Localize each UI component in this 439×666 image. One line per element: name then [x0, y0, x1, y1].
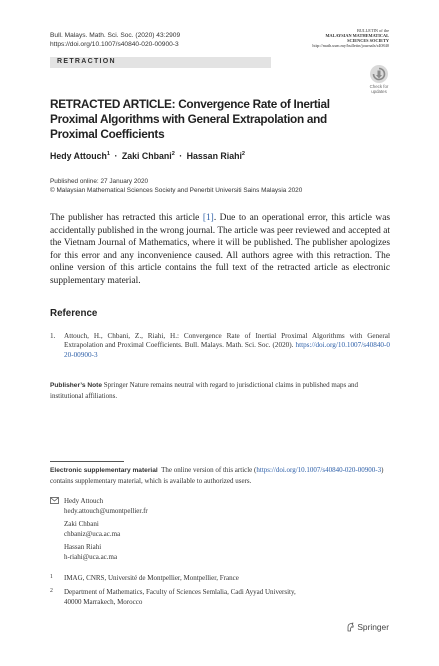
reference-heading: Reference — [50, 308, 98, 319]
affiliation-list — [50, 573, 350, 607]
corresponding-contacts — [50, 496, 350, 562]
author-name[interactable]: Zaki Chbani — [121, 151, 172, 161]
journal-citation-block — [50, 31, 180, 49]
author-separator: · — [114, 151, 118, 161]
publisher-note-text: Springer Nature remains neutral with regard to jurisdictional claims in published maps and institutional affiliations. — [50, 381, 359, 400]
copyright-notice: © Malaysian Mathematical Sciences Society and Penerbit Universiti Sains Malaysia 2020 — [50, 187, 303, 194]
society-url[interactable]: http://math.usm.my/bulletin/journals/s40840 — [312, 43, 389, 48]
published-online-date: Published online: 27 January 2020 — [50, 178, 149, 185]
author-separator: · — [179, 151, 183, 161]
contact-name: Zaki Chbani — [64, 520, 99, 528]
contact-email[interactable]: hedy.attouch@umontpellier.fr — [64, 507, 148, 515]
check-for-updates-button[interactable] — [366, 65, 392, 95]
author-name[interactable]: Hedy Attouch — [50, 151, 107, 161]
society-line-1: BULLETIN of the — [357, 28, 389, 33]
affiliation-text: Department of Mathematics, Faculty of Sciences Semlalia, Cadi Ayyad University, — [64, 588, 296, 596]
retraction-notice-text: The publisher has retracted this article [1]. Due to an operational error, this article was accidentally published in the wrong journal. The article was peer reviewed and accepted at the Vietnam Journal of Mathematics, where it will be published. The publisher apologizes for this error and any inconvenience caused. All authors agree with this retraction. The online version of this article contains the full text of the retracted article as electronic supplementary material. — [50, 213, 391, 286]
author-affiliation-mark: 2 — [171, 151, 175, 158]
society-line-3: SCIENCES SOCIETY — [347, 38, 389, 43]
contact-email[interactable]: chbaniz@uca.ac.ma — [64, 530, 121, 538]
publisher-note-label: Publisher’s Note — [50, 382, 103, 389]
society-logo — [269, 28, 389, 48]
supplementary-material-label: Electronic supplementary material — [50, 467, 158, 474]
society-line-2: MALAYSIAN MATHEMATICAL — [325, 33, 389, 38]
journal-citation: Bull. Malays. Math. Sci. Soc. (2020) 43:2909 — [50, 32, 181, 39]
contact-entry — [64, 496, 350, 516]
reference-text: Attouch, H., Chbani, Z., Riahi, H.: Convergence Rate of Inertial Proximal Algorithms with General Extrapolation and Proximal Coefficients. Bull. Malays. Math. Sci. Soc. (2020). — [64, 332, 390, 350]
springer-horse-icon — [346, 622, 355, 632]
article-type-bar — [50, 57, 271, 68]
affiliation-number: 2 — [50, 588, 53, 594]
author-list — [50, 151, 245, 161]
article-type-label: RETRACTION — [57, 58, 116, 65]
footnote-divider — [50, 461, 124, 462]
contact-name: Hassan Riahi — [64, 543, 102, 551]
reference-citation-link[interactable]: [1] — [202, 213, 214, 223]
contact-entry — [64, 519, 350, 539]
affiliation-text: IMAG, CNRS, Université de Montpellier, Montpellier, France — [64, 574, 239, 582]
reference-list — [50, 332, 390, 360]
affiliation-item — [50, 587, 350, 607]
supplementary-material-note: Electronic supplementary material The online version of this article (https://doi.org/10.1007/s40840-020-00900-3) contains supplementary material, which is available to authorized users. — [50, 466, 384, 485]
contact-email[interactable]: h-riahi@uca.ac.ma — [64, 553, 118, 561]
check-for-updates-label: Check for updates — [369, 84, 389, 94]
affiliation-number: 1 — [50, 574, 53, 580]
doi-link[interactable]: https://doi.org/10.1007/s40840-020-00900-3 — [50, 41, 179, 48]
publisher-name: Springer — [357, 622, 389, 632]
author-affiliation-mark: 1 — [106, 151, 110, 158]
affiliation-text: 40000 Marrakech, Morocco — [64, 598, 143, 606]
check-for-updates-icon — [370, 65, 388, 83]
contact-name: Hedy Attouch — [64, 497, 104, 505]
supplementary-doi-link[interactable]: https://doi.org/10.1007/s40840-020-00900-3 — [256, 466, 382, 474]
springer-logo — [346, 622, 389, 632]
author-name[interactable]: Hassan Riahi — [186, 151, 242, 161]
reference-doi-link[interactable]: https://doi.org/10.1007/s40840-020-00900-3 — [64, 341, 390, 359]
publication-info — [50, 177, 302, 195]
author-affiliation-mark: 2 — [241, 151, 246, 158]
affiliation-item — [50, 573, 350, 583]
publisher-note — [50, 380, 390, 401]
reference-item — [50, 332, 390, 360]
envelope-icon — [50, 497, 59, 504]
contact-entry — [64, 542, 350, 562]
reference-number: 1. — [50, 332, 56, 340]
article-title: RETRACTED ARTICLE: Convergence Rate of Inertial Proximal Algorithms with General Extrapolation and Proximal Coefficients — [50, 97, 330, 141]
